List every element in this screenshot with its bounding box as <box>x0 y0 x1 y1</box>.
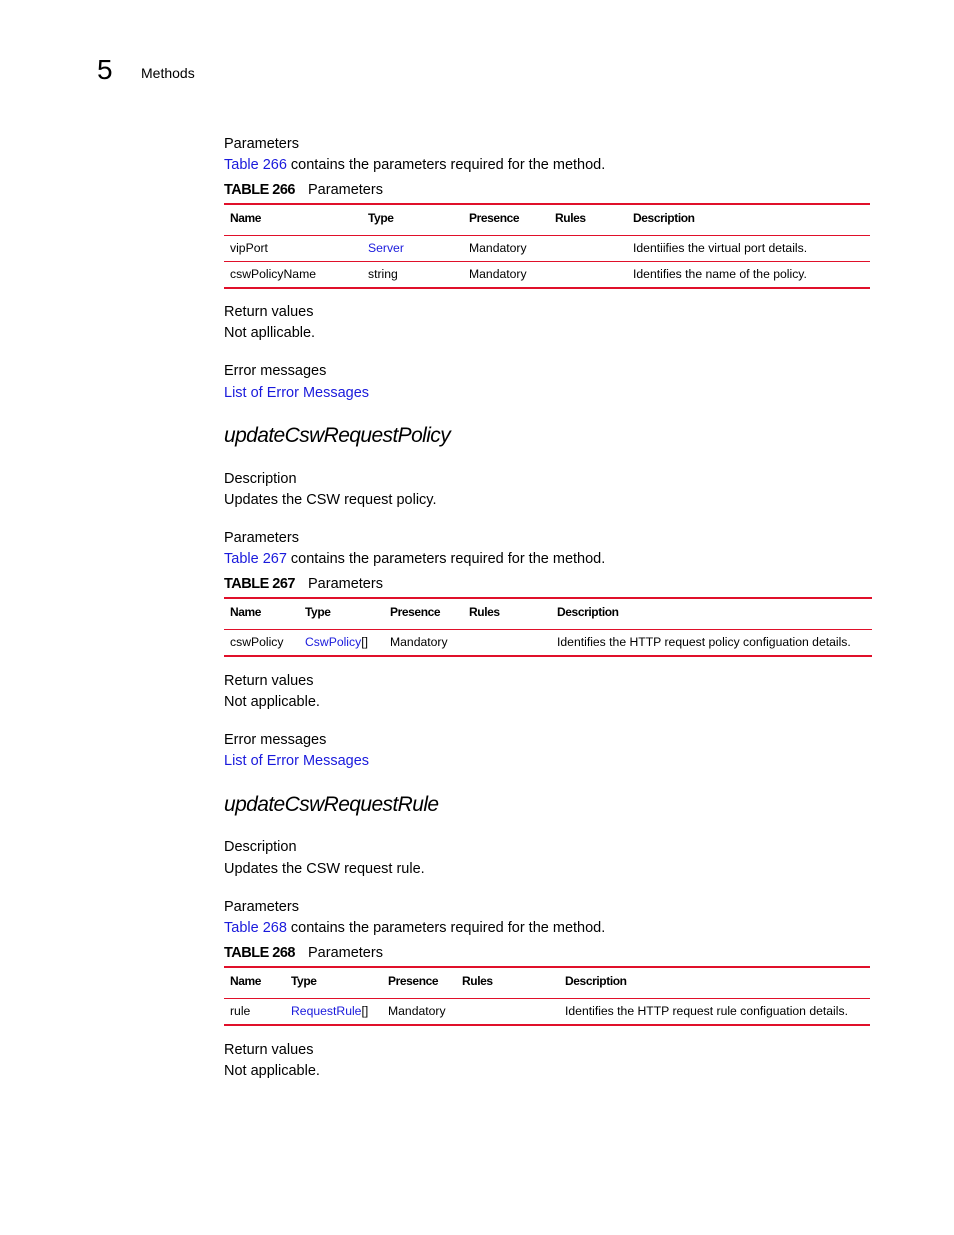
cell-description: Identifies the HTTP request rule configuation details. <box>559 999 870 1026</box>
cell-type <box>362 236 463 262</box>
table-267-link[interactable]: Table 267 <box>224 551 287 567</box>
cell-name: rule <box>224 999 285 1026</box>
table-caption <box>224 182 383 198</box>
table-row <box>224 236 870 262</box>
method-title: updateCswRequestPolicy <box>224 424 451 447</box>
parameters-ref-text: Table 266 contains the parameters required for the method. <box>224 157 606 173</box>
column-header: Presence <box>384 598 463 630</box>
cell-description: Identifies the name of the policy. <box>627 262 870 289</box>
description-text: Updates the CSW request rule. <box>224 861 425 877</box>
cell-name: cswPolicy <box>224 630 299 657</box>
column-header: Type <box>362 204 463 236</box>
parameters-table-267 <box>224 597 872 657</box>
column-header: Presence <box>382 967 456 999</box>
cell-type: RequestRule[] <box>285 999 382 1026</box>
cell-presence: Mandatory <box>382 999 456 1026</box>
cell-presence: Mandatory <box>463 236 549 262</box>
cell-rules <box>463 630 551 657</box>
parameters-table-266 <box>224 203 870 289</box>
return-values-text: Not apllicable. <box>224 325 316 341</box>
cell-description: Identifies the HTTP request policy configuation details. <box>551 630 872 657</box>
cell-type: CswPolicy[] <box>299 630 384 657</box>
cell-presence: Mandatory <box>384 630 463 657</box>
cell-rules <box>456 999 559 1026</box>
cell-rules <box>549 262 627 289</box>
table-label: TABLE 266 <box>224 182 295 198</box>
table-268-link[interactable]: Table 268 <box>224 920 287 936</box>
error-messages-link[interactable]: List of Error Messages <box>224 385 370 401</box>
table-label: TABLE 267 <box>224 576 295 592</box>
column-header: Description <box>627 204 870 236</box>
error-messages-heading: Error messages <box>224 363 327 379</box>
chapter-title: Methods <box>141 65 195 81</box>
table-caption <box>224 945 383 961</box>
chapter-number: 5 <box>97 54 113 85</box>
table-title: Parameters <box>308 576 383 592</box>
table-title: Parameters <box>308 182 383 198</box>
return-values-heading: Return values <box>224 304 314 320</box>
return-values-heading: Return values <box>224 673 314 689</box>
description-heading: Description <box>224 839 297 855</box>
cell-name: cswPolicyName <box>224 262 362 289</box>
cell-presence: Mandatory <box>463 262 549 289</box>
table-266-link[interactable]: Table 266 <box>224 157 287 173</box>
column-header: Type <box>285 967 382 999</box>
parameters-ref-text: Table 268 contains the parameters required for the method. <box>224 920 606 936</box>
cell-name: vipPort <box>224 236 362 262</box>
parameters-ref-text: Table 267 contains the parameters required for the method. <box>224 551 606 567</box>
description-heading: Description <box>224 471 297 487</box>
method-title: updateCswRequestRule <box>224 793 439 816</box>
column-header: Name <box>224 967 285 999</box>
cell-type: string <box>362 262 463 289</box>
column-header: Name <box>224 598 299 630</box>
type-link[interactable]: RequestRule <box>291 1003 362 1018</box>
table-caption <box>224 576 383 592</box>
error-messages-link[interactable]: List of Error Messages <box>224 753 370 769</box>
column-header: Name <box>224 204 362 236</box>
return-values-heading: Return values <box>224 1042 314 1058</box>
table-row <box>224 999 870 1026</box>
return-values-text: Not applicable. <box>224 1063 320 1079</box>
parameters-heading: Parameters <box>224 136 299 152</box>
cell-description: Identiifies the virtual port details. <box>627 236 870 262</box>
cell-rules <box>549 236 627 262</box>
description-text: Updates the CSW request policy. <box>224 492 437 508</box>
column-header: Presence <box>463 204 549 236</box>
type-link[interactable]: Server <box>368 240 404 255</box>
column-header: Rules <box>549 204 627 236</box>
column-header: Rules <box>456 967 559 999</box>
parameters-table-268 <box>224 966 870 1026</box>
type-link[interactable]: CswPolicy <box>305 634 362 649</box>
error-messages-heading: Error messages <box>224 732 327 748</box>
table-label: TABLE 268 <box>224 945 295 961</box>
column-header: Rules <box>463 598 551 630</box>
table-title: Parameters <box>308 945 383 961</box>
column-header: Type <box>299 598 384 630</box>
table-row <box>224 262 870 289</box>
return-values-text: Not applicable. <box>224 694 320 710</box>
parameters-heading: Parameters <box>224 530 299 546</box>
column-header: Description <box>551 598 872 630</box>
column-header: Description <box>559 967 870 999</box>
parameters-heading: Parameters <box>224 899 299 915</box>
table-row <box>224 630 872 657</box>
